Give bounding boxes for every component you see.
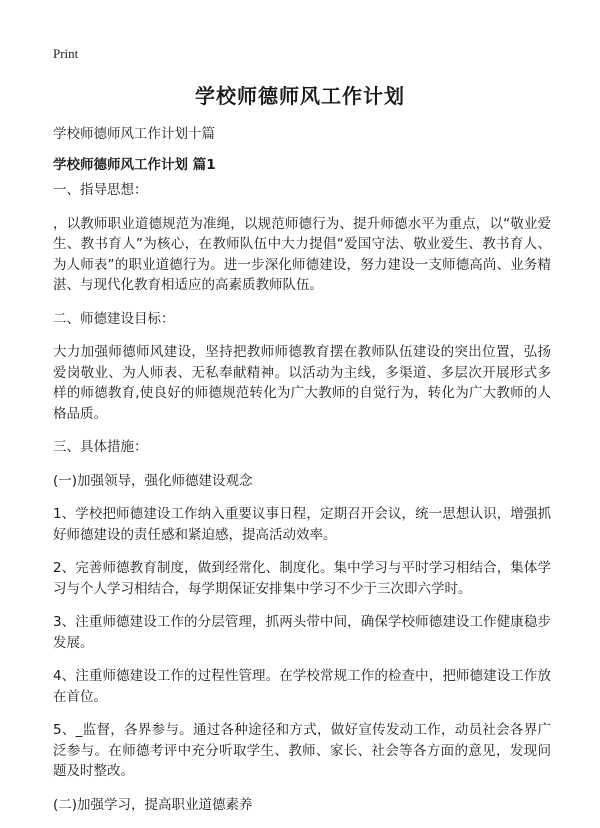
measure-item-1: 1、学校把师德建设工作纳入重要议事日程，定期召开会议，统一思想认识，增强抓好师德建设的责任感和紧迫感，提高活动效率。	[53, 506, 551, 543]
section-heading: 学校师德师风工作计划 篇1	[53, 157, 216, 173]
measures-heading: 三、具体措施：	[53, 439, 148, 455]
subsection-leadership: (一)加强领导，强化师德建设观念	[53, 472, 253, 489]
guiding-thought-heading: 一、指导思想：	[53, 182, 148, 198]
print-link[interactable]: Print	[53, 46, 79, 61]
guiding-thought-paragraph: ，以教师职业道德规范为准绳，以规范师德行为、提升师德水平为重点，以“敬业爱生、教书育人”为核心，在教师队伍中大力提倡“爱国守法、敬业爱生、教书育人、为人师表”的职业道德行为。进一步深化师德建设，努力建设一支师德高尚、业务精湛、与现代化教育相适应的高素质教师队伍。	[53, 215, 551, 293]
goal-heading: 二、师德建设目标：	[53, 310, 175, 327]
subsection-learning: (二)加强学习，提高职业道德素养	[53, 796, 253, 813]
document-subtitle: 学校师德师风工作计划十篇	[53, 126, 215, 142]
page-title: 学校师德师风工作计划	[195, 84, 405, 108]
measure-item-4: 4、注重师德建设工作的过程性管理。在学校常规工作的检查中，把师德建设工作放在首位。	[53, 668, 551, 705]
measure-item-5: 5、_监督，各界参与。通过各种途径和方式，做好宣传发动工作，动员社会各界广泛参与。在师德考评中充分听取学生、教师、家长、社会等各方面的意见，发现问题及时整改。	[53, 722, 551, 779]
measure-item-3: 3、注重师德建设工作的分层管理，抓两头带中间，确保学校师德建设工作健康稳步发展。	[53, 614, 551, 651]
measure-item-2: 2、完善师德教育制度，做到经常化、制度化。集中学习与平时学习相结合，集体学习与个人学习相结合，每学期保证安排集中学习不少于三次即六学时。	[53, 560, 551, 597]
goal-paragraph: 大力加强师德师风建设，坚持把教师师德教育摆在教师队伍建设的突出位置，弘扬爱岗敬业、为人师表、无私奉献精神。以活动为主线，多渠道、多层次开展形式多样的师德教育,使良好的师德规范转化为广大教师的自觉行为，转化为广大教师的人格品质。	[53, 344, 551, 422]
document-body	[53, 180, 551, 828]
